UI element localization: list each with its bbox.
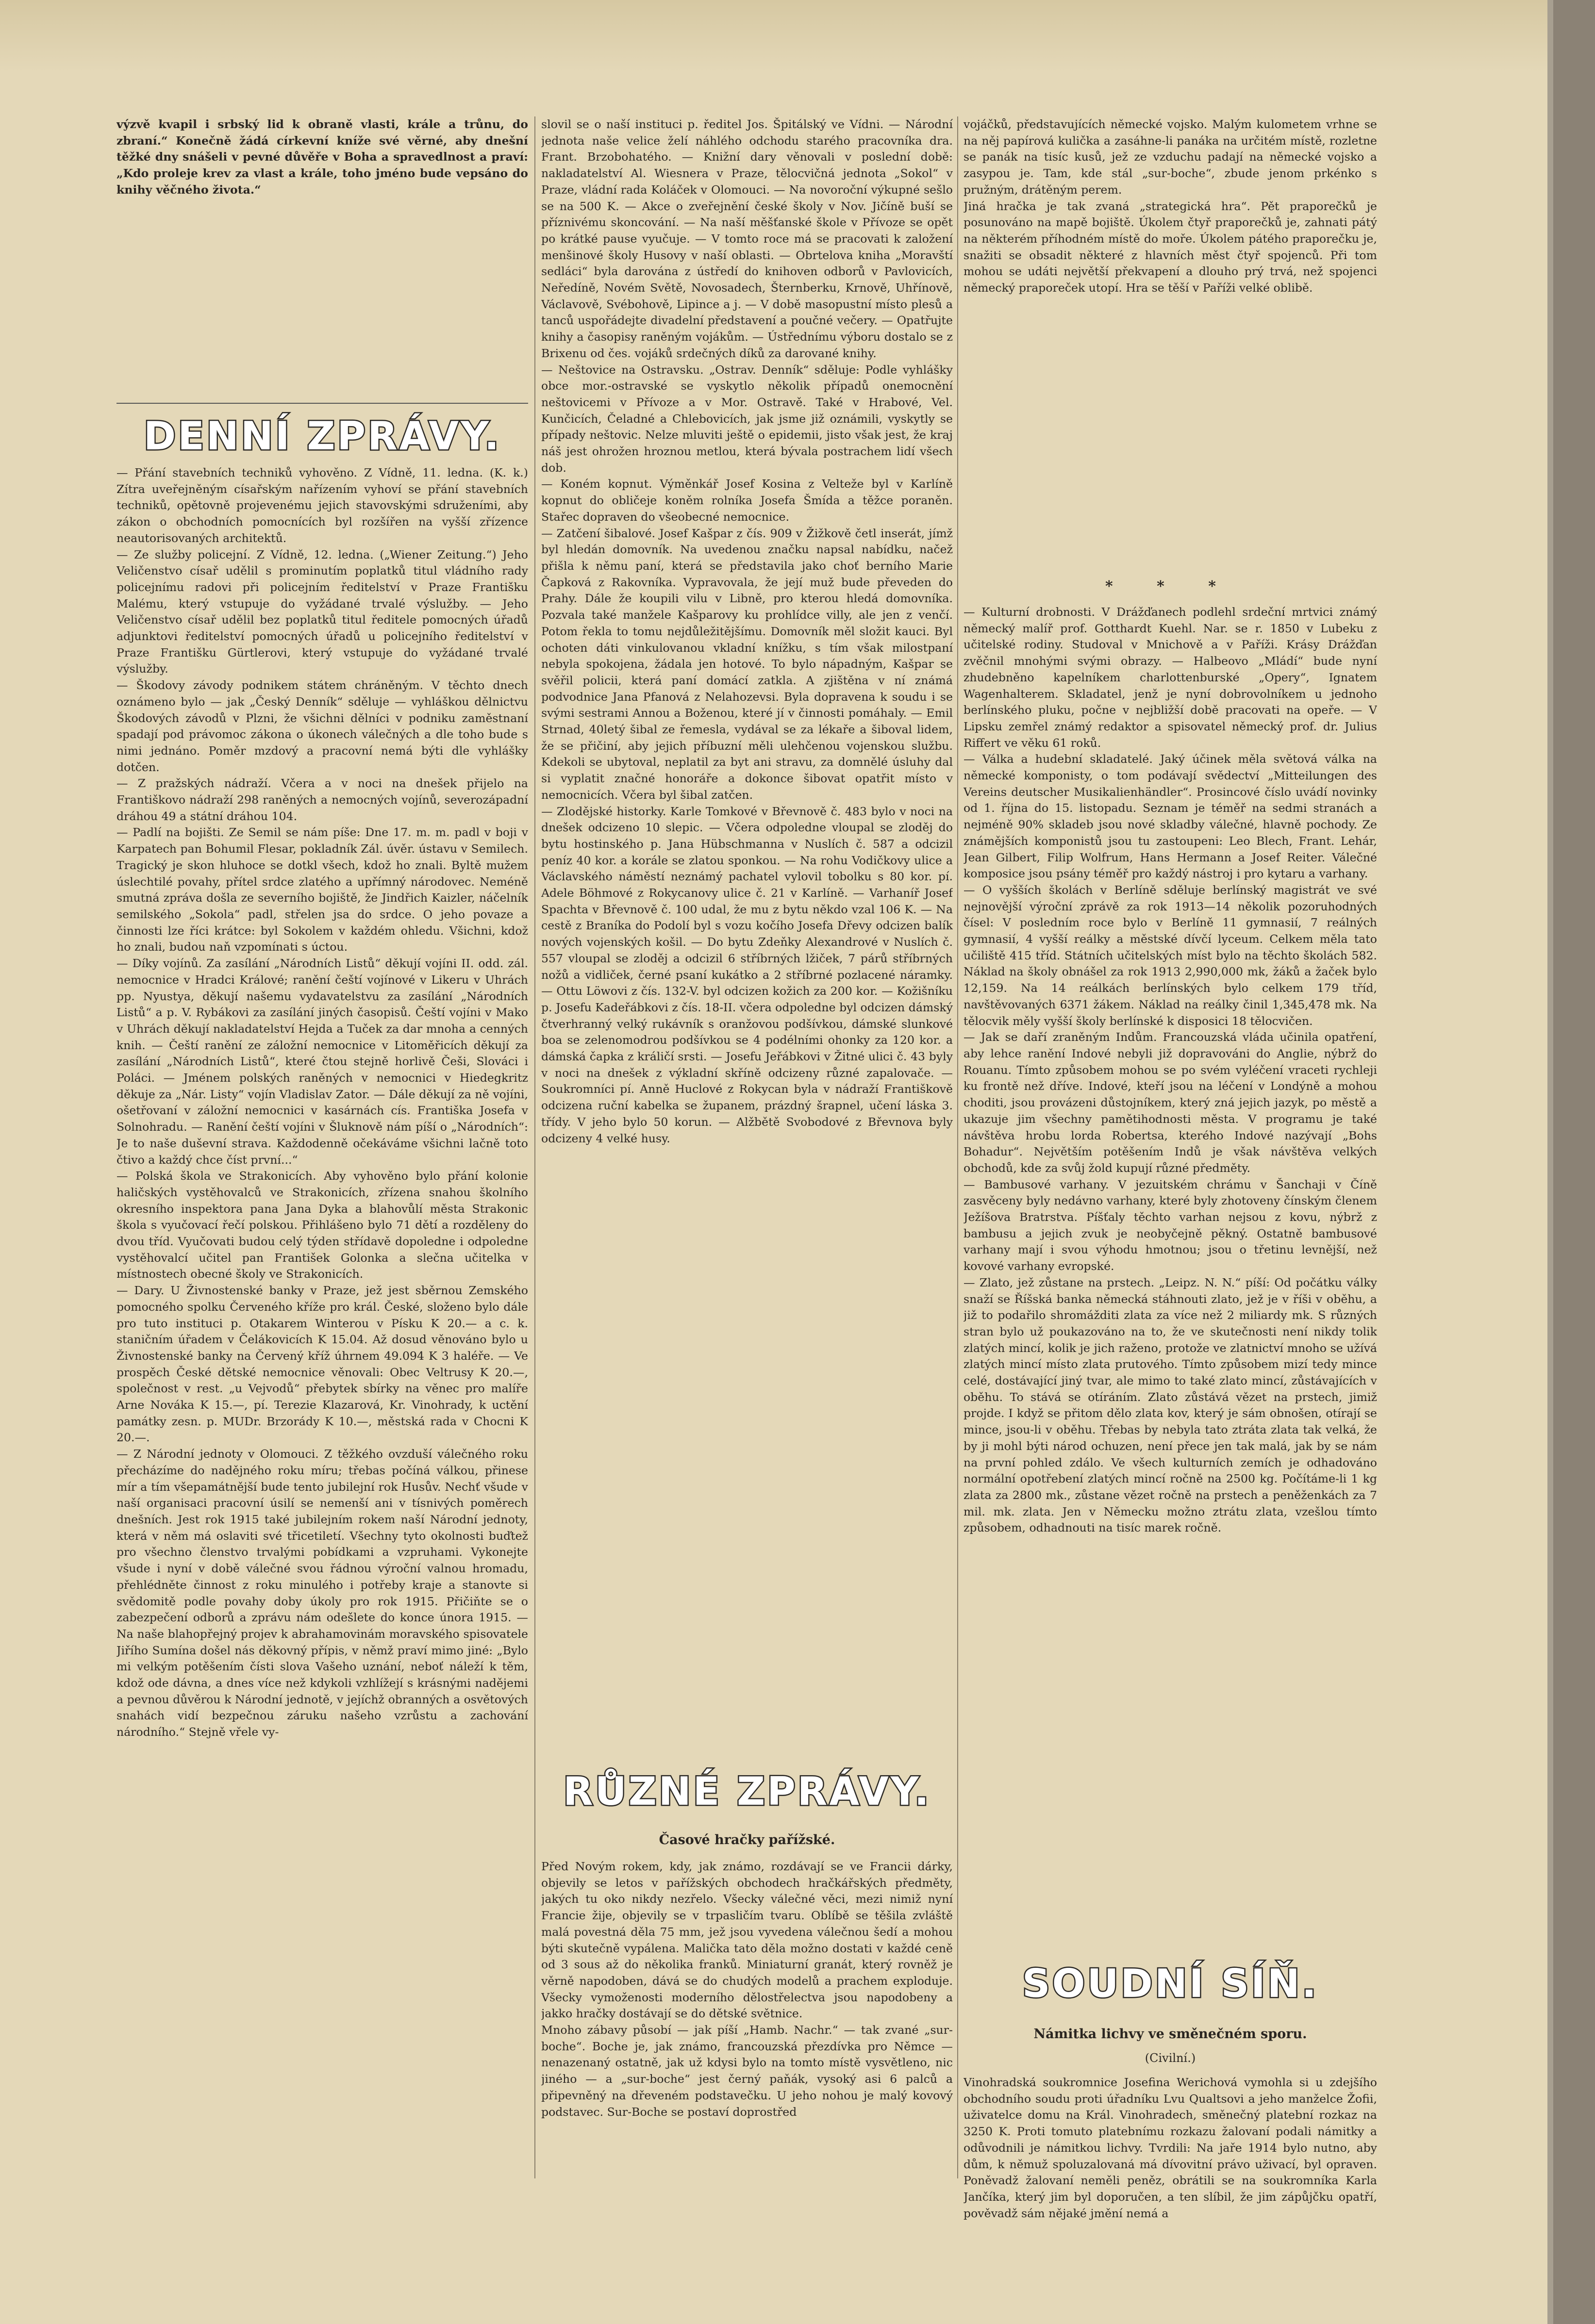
separator-dots: * * * <box>1105 578 1235 595</box>
column-2 <box>541 116 953 2266</box>
article-subtitle: (Civilní.) <box>1145 2051 1196 2065</box>
column-1 <box>116 116 528 2266</box>
news-text: — Kulturní drobnosti. V Drážďanech podlehl srdeční mrtvici známý německý malíř prof. Gotthardt Kuehl. Nar. se r. 1850 v Lubeku z učitelské rodiny. Studoval v Mnichově a v Paříži. Krásy Drážďan zvěčnil mnohými svými obrazy. — Halbeovo „Mládí“ bude nyní zhudebněno kapelníkem charlottenburské „Opery“, Ignatem Wagenhalterem. Skladatel, jenž je nyní dobrovolníkem u jednoho berlínského pluku, počne v nejbližší době pracovati na opeře. — V Lipsku zemřel známý redaktor a spisovatel německý prof. dr. Julius Riffert ve věku 61 roků. — Válka a hudební skladatelé. Jaký účinek měla světová válka na německé komponisty, o tom podávají svědectví „Mitteilungen des Vereins deutscher Musikalienhändler“. Prosincové číslo uvádí novinky od 1. října do 15. listopadu. Seznam je téměř na sedmi stranách a nejméně 90% skladeb jsou nové skladby válečné, hlavně pochody. Ze známějších komponistů jsou tu zastoupeni: Leo Blech, Frant. Lehár, Jean Gilbert, Filip Wolfrum, Hans Hermann a Josef Reiter. Válečné komposice jsou psány téměř pro každý nástroj i pro kytaru a varhany. — O vyšších školách v Berlíně sděluje berlínský magistrát ve své nejnovější výroční zprávě za rok 1913—14 několik pozoruhodných čísel: V posledním roce bylo v Berlíně 11 gymnasií, 7 reálných gymnasií, 4 vyšší reálky a městské dívčí lyceum. Celkem měla tato učiliště 415 tříd. Státních učitelských míst bylo na těchto školách 582. Náklad na školy obnášel za rok 1913 2,990,000 mk, žáků a žaček bylo 12,159. Na 14 reálkách berlínských bylo celkem 179 tříd, navštěvovaných 6371 žákem. Náklad na reálky činil 1,345,478 mk. Na tělocvik měly vyšší školy berlínské k disposici 18 tělocvičen. — Jak se daří zraněným Indům. Francouzská vláda učinila opatření, aby lehce ranění Indové nebyli již dopravováni do Anglie, nýbrž do Rouanu. Tímto způsobem mohou se po svém vyléčení vraceti rychleji ku frontě než dříve. Indové, kteří jsou na léčení v Londýně a mohou choditi, jsou provázeni důstojníkem, který zná jejich jazyk, po městě a ukazuje jim všechny pamětihodnosti města. V programu je také návštěva hrobu lorda Robertsa, kterého Indové nazývají „Bohs Bohadur“. Největším potěšením Indů je však návštěva velkých obchodů, kde za svůj žold kupují různé předměty. — Bambusové varhany. V jezuitském chrámu v Šanchaji v Číně zasvěceny byly nedávno varhany, které byly zhotoveny čínským členem Ježíšova Bratrstva. Píšťaly těchto varhan nejsou z kovu, nýbrž z bambusu a jejich zvuk je neobyčejně pěkný. Ostatně bambusové varhany mají i svou výhodu hmotnou; jsou o třetinu levnější, než kovové varhany evropské. — Zlato, jež zůstane na prstech. „Leipz. N. N.“ píší: Od počátku války snaží se Říšská banka německá stáhnouti zlato, jež je v říši v oběhu, a již to podařilo shromážditi zlata za více než 2 miliardy mk. S různých stran bylo už poukazováno na to, že ve skutečnosti není nikdy tolik zlatých mincí, kolik je jich raženo, protože ve zlatnictví mnoho se užívá zlatých mincí místo zlata prutového. Tímto způsobem mizí tedy mince celé, dostávající jiný tvar, ale mimo to také zlato mincí, zůstávajících v oběhu. To stává se otíráním. Zlato zůstává vězet na prstech, jimiž projde. I když se přitom dělo zlata kov, který je sám obnošen, otírají se mince, jsou-li v oběhu. Třebas by nebyla tato ztráta zlata tak velká, že by ji mohl býti národ ochuzen, není přece jen tak malá, jak by se nám na první pohled zdálo. Ve všech kulturních zemích je odhadováno normální opotřebení zlatých mincí ročně na 2500 kg. Počítáme-li 1 kg zlata za 2800 mk., zůstane vězet ročně na prstech a peněženkách za 7 mil. mk. zlata. Jen v Německu možno ztrátu zlata, vzešlou tímto způsobem, odhadnouti na tisíc marek ročně. <box>964 605 1377 1535</box>
column-rule <box>957 116 958 2178</box>
binding-spine <box>1553 0 1595 2324</box>
column-3 <box>964 116 1377 2266</box>
section-heading-ruzne-zpravy: RŮZNÉ ZPRÁVY. <box>563 1769 931 1814</box>
article-text-continued: vojáčků, představujících německé vojsko. Malým kulometem vrhne se na něj papírová kulička a zasáhne-li panáka na určitém místě, rozletne se panák na tisíc kusů, jež ze vzduchu padají na německé vojsko a zasypou je. Tam, kde stál „sur-boche“, zbude jenom prkénko s pružným, drátěným perem. Jiná hračka je tak zvaná „strategická hra“. Pět praporečků je posunováno na mapě bojiště. Úkolem čtyř praporečků je, zahnati pátý na některém příhodném místě do moře. Úkolem pátého praporečku je, snažiti se obsadit některé z hlavních měst čtyř spojenců. Při tom mohou se udáti největší překvapení a dlouho prý trvá, než spojenci německý praporeček utopí. Hra se těší v Paříži velké oblibě. <box>964 117 1377 295</box>
news-text-continued: slovil se o naší instituci p. ředitel Jos. Špitálský ve Vídni. — Národní jednota naše velice želí náhlého odchodu starého pracovníka dra. Frant. Brzobohatého. — Knižní dary věnovali v poslední době: nakladatelství Al. Wiesnera v Praze, tělocvičná jednota „Sokol“ v Praze, vládní rada Koláček v Olomouci. — Na novoroční výkupné sešlo se na 500 K. — Akce o zveřejnění české školy v Nov. Jičíně buší se příznivému skoncování. — Na naší měšťanské škole v Přívoze se opět po krátké pause vyučuje. — V tomto roce má se pracovati k založení menšinové školy Husovy v naší oblasti. — Obrtelova kniha „Moravští sedláci“ byla darována z ústředí do knihoven odborů v Pavlovicích, Neředíně, Novém Světě, Novosadech, Šternberku, Krnově, Uhřínově, Václavově, Svébohově, Lipince a j. — V době masopustní místo plesů a tanců uspořádejte divadelní představení a poučné večery. — Opatřujte knihy a časopisy raněným vojákům. — Ústřednímu výboru dostalo se z Brixenu od čes. vojáků srdečných díků za darované knihy. — Neštovice na Ostravsku. „Ostrav. Denník“ sděluje: Podle vyhlášky obce mor.-ostravské se vyskytlo několik případů onemocnění neštovicemi v Přívoze a v Mor. Ostravě. Také v Hrabové, Vel. Kunčicích, Čeladné a Chlebovicích, jak jsme již oznámili, vyskytly se případy neštovic. Nelze mluviti ještě o epidemii, jisto však jest, že kraj náš jest ohrožen hroznou metlou, která bývala postrachem lidí všech dob. — Koném kopnut. Výměnkář Josef Kosina z Velteže byl v Karlíně kopnut do obličeje koněm rolníka Josefa Šmída a těžce poraněn. Stařec dopraven do všeobecné nemocnice. — Zatčení šibalové. Josef Kašpar z čís. 909 v Žižkově četl inserát, jímž byl hledán domovník. Na uvedenou značku napsal nabídku, načež přišla k němu paní, která se představila jako choť berního Marie Čapková z Rakovníka. Vypravovala, že její muž bude převeden do Prahy. Dále že koupili vilu v Libně, pro kterou hledá domovníka. Pozvala také manžele Kašparovy ku prohlídce villy, ale jen z venčí. Potom řekla to tomu nejdůležitějšímu. Domovník měl složit kauci. Byl ochoten dáti vinkulovanou vkladní knížku, s tím však milostpaní nebyla spokojena, žádala jen hotové. To bylo nápadným, Kašpar se svěřil policii, která paní domácí zatkla. A zjištěna v ní známá podvodnice Jana Pfanová z Nelahozevsi. Byla dopravena k soudu i se svými sestrami Annou a Boženou, které jí v činnosti pomáhaly. — Emil Strnad, 40letý šibal ze řemesla, vydával se za lékaře a šiboval lidem, že se přičiní, aby jejich příbuzní měli ulehčenou vojenskou službu. Kdekoli se ubytoval, neplatil za byt ani stravu, za domnělé úsluhy dal si vyplatit značné honoráře a dokonce šibovat opatřit místo v nemocnicích. Včera byl šibal zatčen. — Zlodějské historky. Karle Tomkové v Břevnově č. 483 bylo v noci na dnešek odcizeno 10 slepic. — Včera odpoledne vloupal se zloděj do bytu hostinského p. Jana Hübschmanna v Nuslích č. 587 a odcizil peníz 40 kor. a korále se zlatou sponkou. — Na rohu Vodičkovy ulice a Václavského náměstí neznámý pachatel vylovil tobolku s 80 kor. pí. Adele Böhmové z Rokycanovy ulice č. 21 v Karlíně. — Varhaníř Josef Spachta v Břevnově č. 100 udal, že mu z bytu někdo vzal 106 K. — Na cestě z Braníka do Podolí byl s vozu kočího Josefa Dřevy odcizen balík nových vojenských košil. — Do bytu Zdeňky Alexandrové v Nuslích č. 557 vloupal se zloděj a odcizil 6 stříbrných lžiček, 7 párů stříbrných nožů a vidliček, černé psaní kukátko a 2 stříbrné pozlacené náramky. — Ottu Löwovi z čís. 132-V. byl odcizen kožich za 200 kor. — Kožišníku p. Josefu Kadeřábkovi z čís. 18-II. včera odpoledne byl odcizen dámský čtverhranný velký rukávník s oranžovou podšívkou, dámské slunkové boa se zelenomodrou podšívkou se 4 podélními ohonky za 120 kor. a dámská čapka z králičí srsti. — Josefu Jeřábkovi v Žitné ulici č. 43 byly v noci na dnešek z výkladní skříně odcizeny různé zapalovače. — Soukromníci pí. Anně Huclové z Rokycan byla v nádraží Františkově odcizena ruční kabelka se županem, prázdný šrapnel, učení láska 3. třídy. V jeho bylo 50 korun. — Alžbětě Svobodové z Břevnova byly odcizeny 4 velké husy. <box>541 117 953 1145</box>
article-title: Časové hračky pařížské. <box>659 1832 835 1847</box>
column-rule <box>534 116 535 2178</box>
article-title: Námitka lichvy ve směnečném sporu. <box>1033 2027 1307 2042</box>
binding-edge <box>1547 0 1553 2324</box>
section-heading-denni-zpravy: DENNÍ ZPRÁVY. <box>143 413 501 459</box>
page-top-edge <box>0 0 1595 73</box>
news-text: — Přání stavebních techniků vyhověno. Z Vídně, 11. ledna. (K. k.) Zítra uveřejněným císařským nařízením vyhoví se přání stavebních techniků, opětovně projevenému jejich stavovskými sdruženími, aby zákon o obchodních pomocnících byl rozšířen na vyšší zřízence neautorisovaných architektů. — Ze služby policejní. Z Vídně, 12. ledna. („Wiener Zeitung.“) Jeho Veličenstvo císař udělil s prominutím poplatků titul vládního rady policejnímu radovi při policejním ředitelství v Praze Františku Malému, který vstupuje do vyžádané trvalé výslužby. — Jeho Veličenstvo císař udělil bez poplatků titul ředitele pomocných úřadů adjunktovi ředitelství pomocných úřadů u policejního ředitelství v Praze Františku Gürtlerovi, který vstupuje do vyžádané trvalé výslužby. — Škodovy závody podnikem státem chráněným. V těchto dnech oznámeno bylo — jak „Český Denník“ sděluje — vyhláškou dělnictvu Škodových závodů v Plzni, že všichni dělníci v podniku zaměstnaní spadají pod právomoc zákona o úkonech válečných a dle toho bude s nimi jednáno. Poměr mzdový a pracovní nemá býti dle vyhlášky dotčen. — Z pražských nádraží. Včera a v noci na dnešek přijelo na Františkovo nádraží 298 raněných a nemocných vojínů, severozápadní dráhou 49 a státní dráhou 104. — Padlí na bojišti. Ze Semil se nám píše: Dne 17. m. m. padl v boji v Karpatech pan Bohumil Flesar, pokladník Zál. úvěr. ústavu v Semilech. Tragický je skon hluhoce se dotkl všech, kdož ho znali. Byltě mužem úslechtilé povahy, přítel srdce zlatého a upřímný národovec. Neméně smutná zpráva došla ze severního bojiště, že Jindřich Kaizler, náčelník semilského „Sokola“ padl, střelen jsa do srdce. O jeho povaze a činnosti lze říci krátce: byl Sokolem v každém ohledu. Všichni, kdož ho znali, budou naň vzpomínati s úctou. — Díky vojínů. Za zasílání „Národních Listů“ děkují vojíni II. odd. zál. nemocnice v Hradci Králové; ranění čeští vojínové v Likeru v Uhrách pp. Nyustya, děkují našemu vydavatelstvu za zasílání „Národních Listů“ a p. V. Rybákovi za zasílání jiných časopisů. Čeští vojíni v Mako v Uhrách děkují nakladatelství Hejda a Tuček za dar mnoha a cenných knih. — Čeští ranění ze záložní nemocnice v Litoměřicích děkují za zasílání „Národních Listů“, které čtou stejně horlivě Češi, Slováci i Poláci. — Jménem polských raněných v nemocnici v Hiedegkritz děkuje za „Nár. Listy“ vojín Vladislav Zator. — Dále děkují za ně vojíni, ošetřovaní v záložní nemocnici v kasárnách cís. Františka Josefa v Solnohradu. — Ranění čeští vojíni v Šluknově nám píší o „Národních“: Je to naše duševní strava. Každodenně očekáváme všichni lačně toto čtivo a každý chce číst první...“ — Polská škola ve Strakonicích. Aby vyhověno bylo přání kolonie haličských vystěhovalců ve Strakonicích, zřízena snahou školního okresního inspektora pana Jana Dyka a blahovůlí města Strakonic škola s vyučovací řečí polskou. Přihlášeno bylo 71 dětí a rozděleny do dvou tříd. Vyučovati budou celý týden střídavě dopoledne i odpoledne vystěhovalcí učitel pan František Golonka a slečna učitelka v místnostech obecné školy ve Strakonicích. — Dary. U Živnostenské banky v Praze, jež jest sběrnou Zemského pomocného spolku Červeného kříže pro král. České, složeno bylo dále pro tuto instituci p. Otakarem Winterou v Písku K 20.— a c. k. staničním úřadem v Čelákovicích K 15.04. Až dosud věnováno bylo u Živnostenské banky na Červený kříž úhrnem 49.094 K 3 haléře. — Ve prospěch České dětské nemocnice věnovali: Obec Veltrusy K 20.—, společnost v rest. „u Vejvodů“ přebytek sbírky na věnec pro malíře Arne Nováka K 15.—, pí. Terezie Klazarová, Kr. Vinohrady, k uctění památky zesn. p. MUDr. Brzorády K 10.—, městská rada v Chocni K 20.—. — Z Národní jednoty v Olomouci. Z těžkého ovzduší válečného roku přecházíme do nadějného roku míru; třebas počíná válkou, přinese mír a tím všepamátnější bude tento jubilejní rok Husův. Nechť všude v naší organisaci pracovní úsilí se nemenší ani v tísnivých poměrech dnešních. Jest rok 1915 také jubilejním rokem naší Národní jednoty, která v něm má oslaviti své třicetiletí. Všechny tyto okolnosti buďtež pro všechno členstvo trvalými pobídkami a vzpruhami. Vykonejte všude i nyní v době válečné svou řádnou výroční valnou hromadu, přehlédněte činnost z roku minulého i potřeby kraje a stanovte si svědomitě podle povahy doby úkoly pro rok 1915. Přičiňte se o zabezpečení odborů a zprávu nám odešlete do konce února 1915. — Na naše blahopřejný projev k abrahamovinám moravského spisovatele Jiřího Sumína došel nás děkovný přípis, v němž praví mimo jiné: „Bylo mi velkým potěšením čísti slova Vašeho uznání, neboť náleží k těm, kdož ode dávna, a dnes více než kdykoli vzhlížejí s krásnými nadějemi a pevnou důvěrou k Národní jednotě, v jejíchž obranných a osvětových snahách vidí bezpečnou záruku našeho vzrůstu a zachování národního.“ Stejně vřele vy- <box>116 466 528 1739</box>
intro-text: výzvě kvapil i srbský lid k obraně vlasti, krále a trůnu, do zbraní.“ Konečně žádá církevní kníže své věrné, aby dnešní těžké dny snášeli v pevné důvěře v Boha a spravedlnost a praví: „Kdo proleje krev za vlast a krále, toho jméno bude vepsáno do knihy věčného života.“ <box>116 117 528 197</box>
article-text: Před Novým rokem, kdy, jak známo, rozdávají se ve Francii dárky, objevily se letos v pařížských obchodech hračkářských předměty, jakých tu oko nikdy nezřelo. Všecky válečné věci, mezi nimiž nyní Francie žije, objevily se v trpasličím tvaru. Oblíbě se těšila zvláště malá povestná děla 75 mm, jež jsou vyvedena válečnou šedí a mohou býti skutečně vypálena. Malička tato děla možno dostati v každé ceně od 3 sous až do několika franků. Miniaturní granát, který rovněž je věrně napodoben, dává se do chudých modelů a prachem exploduje. Všecky vymoženosti moderního dělostřelectva jsou napodobeny a jakko hračky dostávají se do dětské světnice. Mnoho zábavy působí — jak píší „Hamb. Nachr.“ — tak zvané „sur-boche“. Boche je, jak známo, francouzská přezdívka pro Němce — nenazenaný ostatně, jak už kdysi bylo na tomto místě vysvětleno, nic jiného — a „sur-boche“ jest černý paňák, vysoký asi 6 palců a připevněný na dřeveném podstavečku. U jeho nohou je malý kovový podstavec. Sur-Boche se postaví doprostřed <box>541 1860 953 2119</box>
article-text: Vinohradská soukromnice Josefina Werichová vymohla si u zdejšího obchodního soudu proti úřadníku Lvu Qualtsovi a jeho manželce Žofii, uživatelce domu na Král. Vinohradech, směnečný platební rozkaz na 3250 K. Proti tomuto platebnímu rozkazu žalovaní podali námitky a odůvodnili je námitkou lichvy. Tvrdili: Na jaře 1914 bylo nutno, aby dům, k němuž spoluzalovaná má dívovitní právo uživací, byl opraven. Poněvadž žalovaní neměli peněz, obrátili se na soukromníka Karla Jančíka, který jim byl doporučen, a ten slíbil, že jim zápůjčku opatří, pověvadž sám nějaké jmění nemá a <box>964 2076 1377 2220</box>
section-divider <box>116 403 528 404</box>
section-heading-soudni-sin: SOUDNÍ SÍŇ. <box>1022 1961 1319 2006</box>
